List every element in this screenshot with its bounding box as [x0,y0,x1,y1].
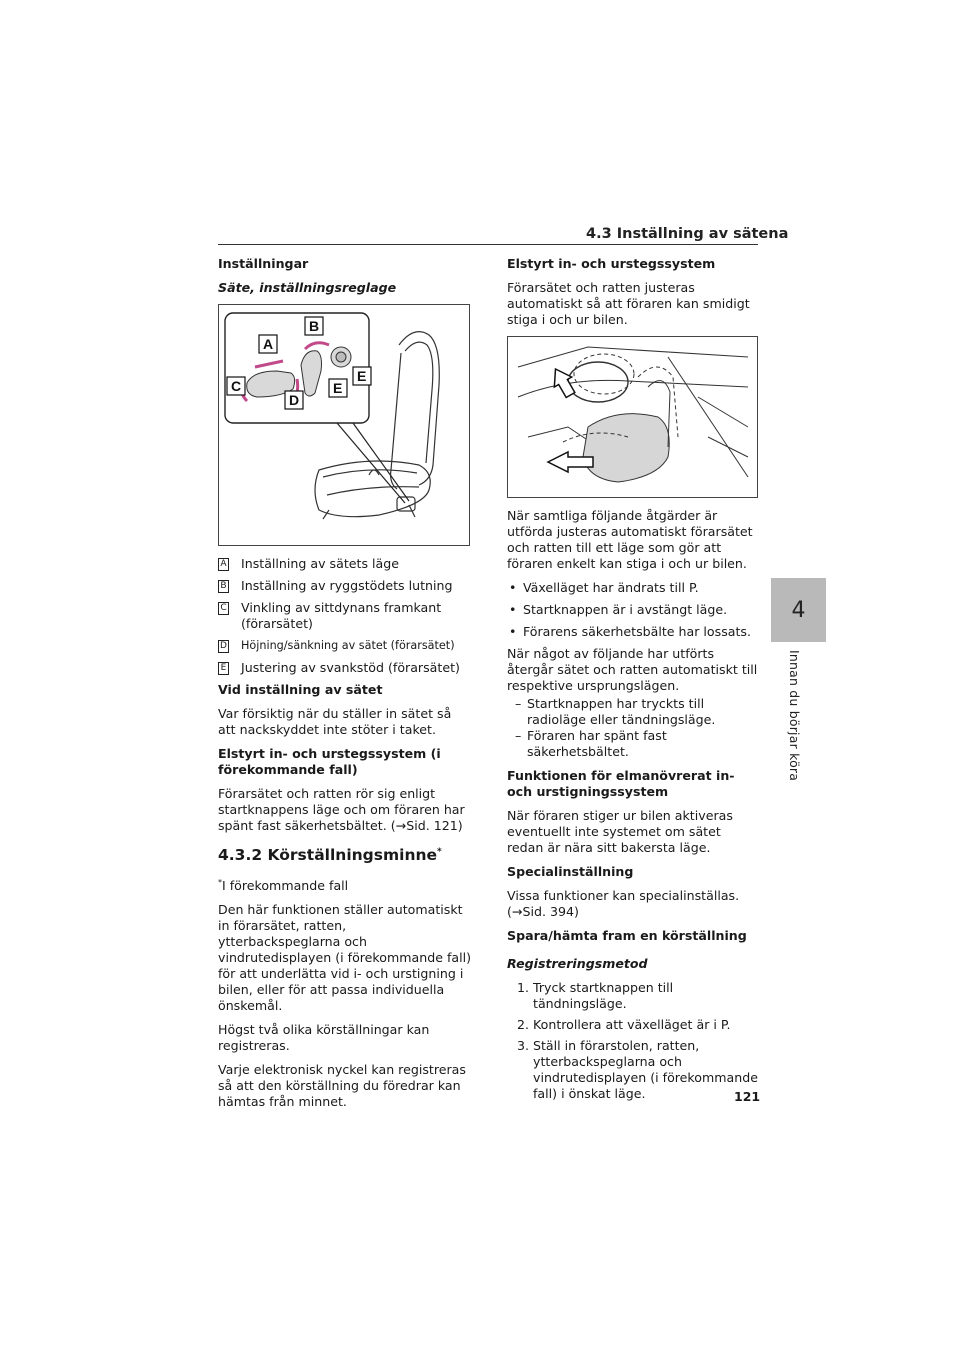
heading-registration: Registreringsmetod [507,956,648,971]
paragraph-memory-1: Den här funktionen ställer automatiskt in förarsätet, ratten, ytterbackspeglarna och vindrutedisplayen (i förekommande fall) för att underlätta vid i- och urstigning i bilen, eller för att passa individuella önskemål. [218,902,472,1014]
dash-item: – Startknappen har tryckts till radioläge eller tändningsläge. [507,696,761,728]
label-c: C [231,378,242,394]
legend-key-c: C [218,602,229,615]
paragraph-return: När något av följande har utförts återgår sätet och ratten automatiskt till respektive ursprungslägen. [507,646,758,693]
dash-text: Startknappen har tryckts till radioläge eller tändningsläge. [527,696,716,727]
step-number: 1. [517,980,530,995]
label-a: A [263,336,274,352]
legend-text-e: Justering av svankstöd (förarsätet) [241,660,460,675]
step-text: Kontrollera att växelläget är i P. [533,1017,731,1032]
legend-text-b: Inställning av ryggstödets lutning [241,578,453,593]
section-title-text: 4.3.2 Körställningsminne [218,846,438,865]
chapter-tab [771,578,826,642]
step-number: 2. [517,1017,530,1032]
label-e: E [333,380,343,396]
step-item [507,1017,761,1033]
subheading-seat-controls: Säte, inställningsreglage [218,280,397,295]
legend-text-c: Vinkling av sittdynans framkant (förarsätet) [241,600,442,631]
bullet-item: • Förarens säkerhetsbälte har lossats. [509,624,751,639]
heading-settings: Inställningar [218,256,309,271]
section-title-driving-memory [218,844,472,863]
heading-power-easy-access: Elstyrt in- och urstegssystem [507,256,716,271]
left-column [218,256,472,1118]
paragraph-easy-access: Förarsätet och ratten rör sig enligt startknappens läge och om föraren har spänt fast säkerhetsbältet. (→Sid. 121) [218,786,465,833]
chapter-number: 4 [791,597,806,623]
footnote-mark: * [218,878,222,888]
paragraph-memory-3: Varje elektronisk nyckel kan registreras så att den körställning du föredrar kan hämtas från minnet. [218,1062,466,1110]
bullet-text: Förarens säkerhetsbälte har lossats. [523,624,751,639]
step-text: Ställ in förarstolen, ratten, ytterbackspeglarna och vindrutedisplayen (i förekommande fall) i önskat läge. [533,1038,758,1101]
bullet-item: • Växelläget har ändrats till P. [509,580,699,595]
heading-save-recall: Spara/hämta fram en körställning [507,928,747,943]
step-item [507,980,761,1012]
footnote-text: I förekommande fall [222,878,349,894]
heading-when-adjusting: Vid inställning av sätet [218,682,383,697]
paragraph-power-function: När föraren stiger ur bilen aktiveras eventuellt inte systemet om sätet redan är nära sitt bakersta läge. [507,808,733,855]
page-header-title: 4.3 Inställning av sätena [586,226,789,242]
legend-item-e [218,660,472,676]
paragraph-memory-2: Högst två olika körställningar kan registreras. [218,1022,430,1054]
label-b: B [309,318,320,334]
page-number: 121 [734,1089,761,1104]
step-number: 3. [517,1038,530,1053]
paragraph-intro: Förarsätet och ratten justeras automatiskt så att föraren kan smidigt stiga i och ur bilen. [507,280,750,327]
label-e-callout: E [357,368,367,384]
heading-easy-access: Elstyrt in- och urstegssystem (i förekommande fall) [218,746,441,777]
legend-item-d [218,638,472,654]
easy-access-figure [507,336,758,498]
paragraph-customization: Vissa funktioner kan specialinställas. (→Sid. 394) [507,888,740,919]
step-item [507,1038,761,1102]
heading-customization: Specialinställning [507,864,634,879]
footnote [218,875,472,894]
legend-item-c [218,600,472,632]
legend-item-b [218,578,472,594]
paragraph-conditions: När samtliga följande åtgärder är utförda justeras automatiskt förarsätet och ratten till ett läge som gör att föraren enkelt kan stiga i och ur bilen. [507,508,753,571]
legend-text-d: Höjning/sänkning av sätet (förarsätet) [241,639,455,652]
right-column [507,256,761,1107]
chapter-label: Innan du börjar köra [787,650,802,782]
seat-controls-illustration [219,305,469,545]
dash-text: Föraren har spänt fast säkerhetsbältet. [527,728,667,759]
heading-power-function: Funktionen för elmanövrerat in- och urstigningssystem [507,768,735,799]
seat-controls-figure [218,304,470,546]
bullet-item: • Startknappen är i avstängt läge. [509,602,728,617]
dash-item: – Föraren har spänt fast säkerhetsbältet. [507,728,761,760]
bullet-text: Startknappen är i avstängt läge. [523,602,728,617]
section-title-mark: * [437,847,442,857]
legend-key-a: A [218,558,229,571]
label-d: D [289,392,300,408]
legend-key-b: B [218,580,229,593]
bullet-text: Växelläget har ändrats till P. [523,580,699,595]
easy-access-illustration [508,337,757,497]
step-text: Tryck startknappen till tändningsläge. [533,980,674,1011]
legend-key-d: D [218,640,229,653]
header-rule [218,244,758,245]
legend-key-e: E [218,662,229,675]
legend-item-a [218,556,472,572]
paragraph-when-adjusting: Var försiktig när du ställer in sätet så att nackskyddet inte stöter i taket. [218,706,452,737]
legend-text-a: Inställning av sätets läge [241,556,399,571]
